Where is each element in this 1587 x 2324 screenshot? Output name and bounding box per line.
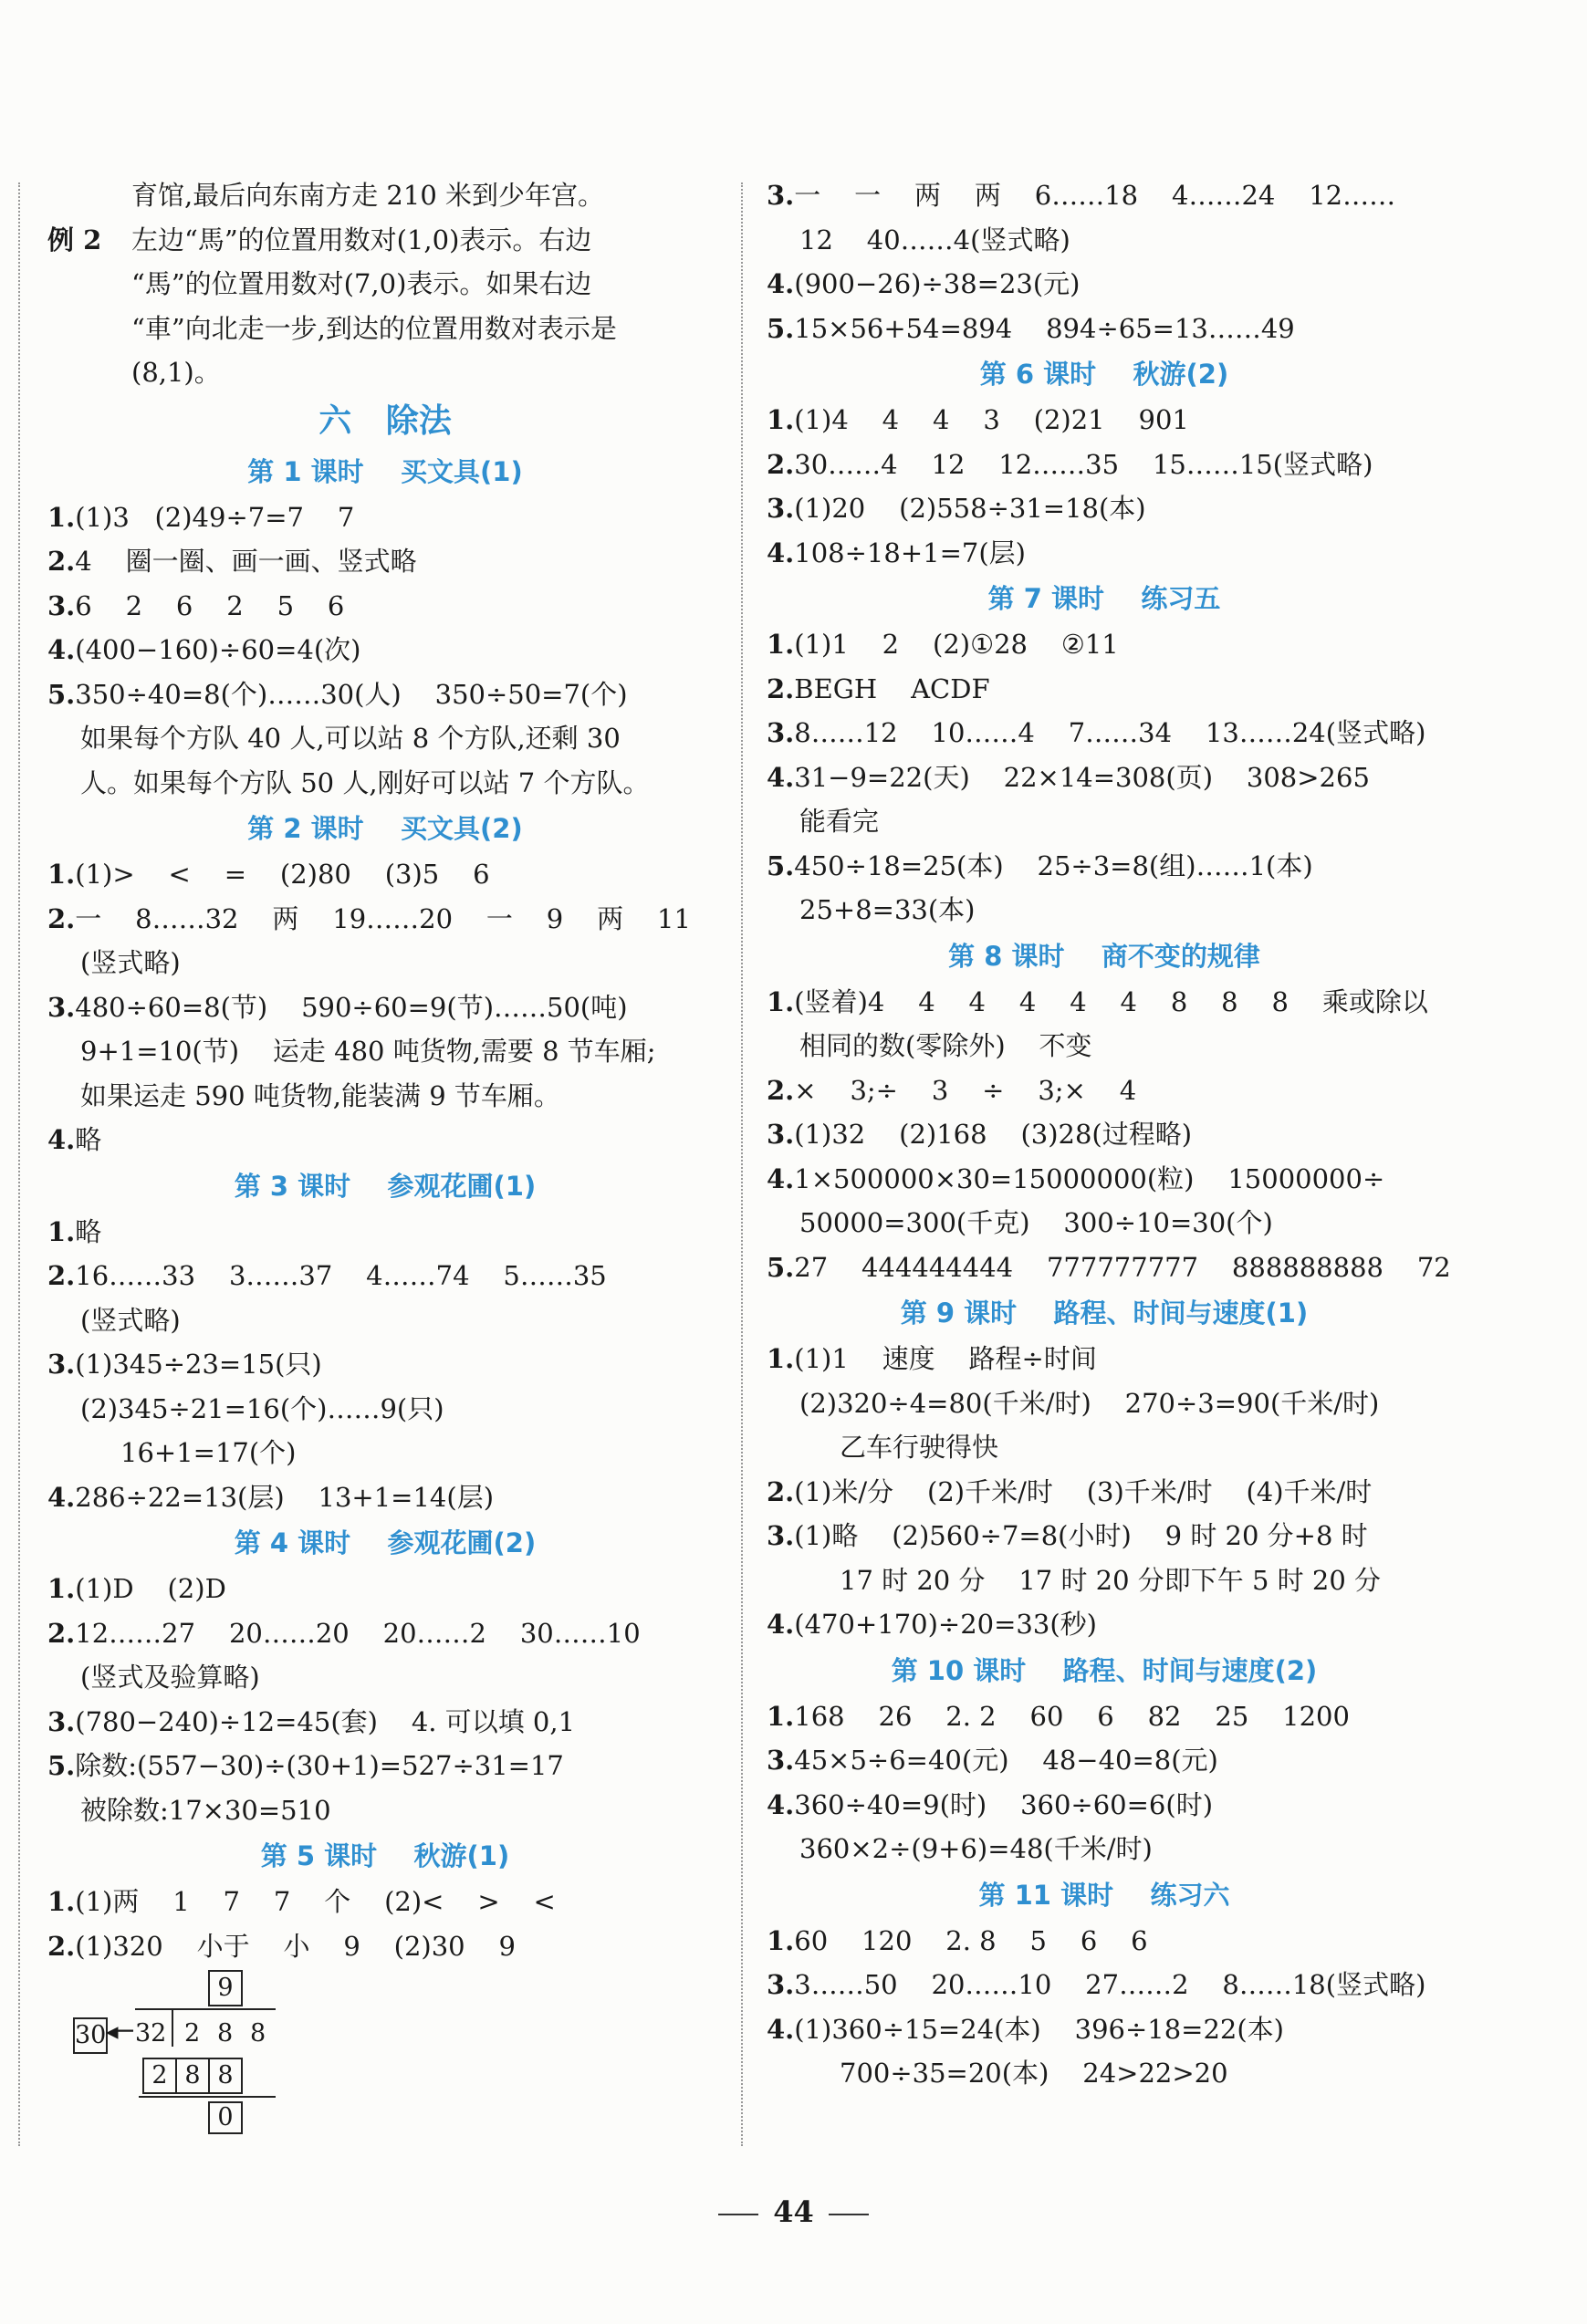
question-number: 3.: [47, 991, 76, 1023]
question-number: 2.: [47, 902, 76, 934]
question-number: 1.: [47, 1215, 76, 1247]
answer-text: (1)3 (2)49÷7=7 7: [75, 501, 355, 533]
answer-text: 27 444444444 777777777 888888888 72: [794, 1251, 1451, 1283]
lesson-1: [47, 448, 723, 806]
answer-line: [47, 1744, 723, 1788]
question-number: 3.: [767, 1520, 795, 1551]
question-number: 3.: [47, 1705, 76, 1737]
page-number: 44: [773, 2194, 814, 2229]
answer-text: 8……12 10……4 7……34 13……24(竖式略): [794, 717, 1426, 748]
answer-text: 12 40……4(竖式略): [799, 224, 1070, 255]
answer-line: [47, 897, 723, 942]
answer-text: (1)1 2 (2)①28 ②11: [794, 629, 1119, 660]
intro-line: 育馆,最后向东南方走 210 米到少年宫。: [131, 180, 605, 211]
answer-text: 能看完: [799, 806, 880, 837]
lesson-title: 第 3 课时 参观花圃(1): [234, 1170, 537, 1202]
answer-line: [767, 2051, 1442, 2096]
answer-text: (1)360÷15=24(本) 396÷18=22(本): [794, 2013, 1284, 2045]
answer-line: [767, 1201, 1442, 1245]
answer-text: 25+8=33(本): [799, 894, 976, 925]
chapter-title: 六 除法: [318, 401, 452, 440]
remainder-box: 0: [208, 2101, 243, 2134]
answer-line: [767, 1381, 1442, 1426]
answer-line: [47, 1254, 723, 1298]
question-number: 1.: [767, 1700, 795, 1732]
answer-line: [767, 1694, 1442, 1739]
question-number: 1.: [47, 1573, 76, 1604]
answer-line: [47, 1074, 723, 1119]
page-number-footer: [0, 2194, 1587, 2229]
answer-line: [47, 1118, 723, 1162]
long-division-diagram: [47, 1968, 723, 2131]
answer-line: [47, 761, 723, 806]
answer-line: [47, 1475, 723, 1520]
question-number: 5.: [767, 849, 795, 881]
answer-text: 50000=300(千克) 300÷10=30(个): [799, 1207, 1273, 1238]
question-number: 4.: [47, 1481, 76, 1513]
question-number: 1.: [47, 859, 76, 890]
answer-text: 30……4 12 12……35 15……15(竖式略): [794, 448, 1373, 480]
answer-line: [47, 1387, 723, 1432]
answer-line: [47, 1788, 723, 1833]
lesson-title: 第 8 课时 商不变的规律: [948, 940, 1260, 972]
answer-line: [767, 1470, 1442, 1515]
answer-text: (1)D (2)D: [75, 1573, 226, 1604]
answer-text: (1)略 (2)560÷7=8(小时) 9 时 20 分+8 时: [794, 1520, 1368, 1551]
answer-text: 略: [75, 1124, 102, 1155]
lesson-11: [767, 1871, 1442, 2096]
answer-line: [767, 218, 1442, 263]
lesson-title: 第 9 课时 路程、时间与速度(1): [900, 1297, 1309, 1329]
lesson-title: 第 5 课时 秋游(1): [260, 1840, 510, 1871]
answer-text: (1)4 4 4 3 (2)21 901: [794, 404, 1189, 435]
answer-line: [47, 985, 723, 1030]
example-line: 左边“馬”的位置用数对(1,0)表示。右边: [131, 224, 592, 255]
answer-line: [767, 173, 1442, 218]
question-number: 2.: [767, 1074, 795, 1106]
answer-text: 16+1=17(个): [120, 1437, 297, 1468]
answer-line: [47, 584, 723, 629]
answer-line: [47, 1567, 723, 1611]
example-line: “馬”的位置用数对(7,0)表示。如果右边: [131, 268, 592, 299]
lesson-title: 第 2 课时 买文具(2): [247, 813, 523, 844]
answer-line: [767, 486, 1442, 531]
answer-text: (竖式及验算略): [80, 1662, 260, 1693]
answer-text: (900−26)÷38=23(元): [794, 268, 1081, 299]
answer-text: 6 2 6 2 5 6: [75, 589, 345, 621]
left-column: [47, 173, 723, 2131]
question-number: 4.: [767, 1162, 795, 1194]
answer-line: [767, 1514, 1442, 1558]
answer-text: 如果每个方队 40 人,可以站 8 个方队,还剩 30: [80, 723, 621, 754]
answer-line: [767, 844, 1442, 889]
answer-text: 除数:(557−30)÷(30+1)=527÷31=17: [75, 1750, 564, 1781]
question-number: 5.: [47, 1750, 76, 1781]
answer-line: [47, 1210, 723, 1255]
answer-text: (1)320 小于 小 9 (2)30 9: [75, 1930, 516, 1962]
answer-line: [767, 2007, 1442, 2052]
answer-text: 被除数:17×30=510: [80, 1794, 331, 1826]
division-bracket: [172, 2010, 173, 2047]
answer-line: [47, 1431, 723, 1475]
lesson-title: 第 10 课时 路程、时间与速度(2): [891, 1654, 1318, 1686]
answer-line: [767, 1558, 1442, 1603]
answer-text: 108÷18+1=7(层): [794, 537, 1026, 568]
product-digit-box: 2: [142, 2058, 177, 2094]
question-number: 3.: [767, 180, 795, 211]
answer-line: [47, 1655, 723, 1700]
answer-text: 168 26 2. 2 60 6 82 25 1200: [794, 1700, 1350, 1732]
question-number: 2.: [767, 1475, 795, 1507]
question-number: 5.: [47, 678, 76, 710]
answer-text: 4 圈一圈、画一画、竖式略: [75, 546, 417, 577]
answer-text: 31−9=22(天) 22×14=308(页) 308>265: [794, 761, 1370, 793]
answer-line: [47, 495, 723, 540]
answer-text: (1)米/分 (2)千米/时 (3)千米/时 (4)千米/时: [794, 1475, 1373, 1507]
answer-line: [767, 667, 1442, 712]
question-number: 3.: [767, 717, 795, 748]
answer-text: 略: [75, 1215, 102, 1247]
answer-text: (2)320÷4=80(千米/时) 270÷3=90(千米/时): [799, 1387, 1380, 1419]
answer-line: [767, 307, 1442, 351]
answer-text: 360÷40=9(时) 360÷60=6(时): [794, 1788, 1214, 1820]
lesson-title: 第 6 课时 秋游(2): [979, 359, 1229, 390]
lesson-9: [767, 1289, 1442, 1647]
answer-line: [767, 1827, 1442, 1871]
lesson-6: [767, 350, 1442, 575]
question-number: 1.: [767, 629, 795, 660]
answer-text: 12……27 20……20 20……2 30……10: [75, 1617, 641, 1649]
answer-text: (1)两 1 7 7 个 (2)< > <: [75, 1886, 556, 1917]
question-number: 4.: [767, 1609, 795, 1640]
question-number: 3.: [767, 1745, 795, 1776]
right-column: [767, 173, 1451, 2096]
question-number: 2.: [47, 546, 76, 577]
answer-text: 360×2÷(9+6)=48(千米/时): [799, 1833, 1153, 1864]
answer-line: [47, 672, 723, 717]
answer-line: [767, 1112, 1442, 1157]
question-number: 3.: [47, 1349, 76, 1380]
answer-line: [767, 1337, 1442, 1381]
question-number: 1.: [47, 1886, 76, 1917]
answer-line: [767, 1068, 1442, 1113]
answer-text: 16……33 3……37 4……74 5……35: [75, 1260, 607, 1291]
quotient-box: 9: [208, 1970, 243, 2006]
answer-line: [767, 888, 1442, 933]
question-number: 3.: [767, 1969, 795, 2000]
answer-line: [47, 1924, 723, 1969]
question-number: 3.: [767, 1119, 795, 1150]
dividend-digit: 2: [184, 2019, 201, 2048]
answer-line: [767, 1245, 1451, 1290]
answer-text: 3……50 20……10 27……2 8……18(竖式略): [794, 1969, 1426, 2000]
answer-text: 人。如果每个方队 50 人,刚好可以站 7 个方队。: [80, 766, 650, 798]
question-number: 1.: [47, 501, 76, 533]
answer-line: [47, 628, 723, 672]
answer-line: [767, 531, 1442, 576]
product-digit-box: 8: [175, 2058, 210, 2094]
answer-text: (1)> < = (2)80 (3)5 6: [75, 859, 490, 890]
divisor-box: 30: [73, 2017, 108, 2054]
answer-line: [767, 711, 1442, 756]
answer-text: 286÷22=13(层) 13+1=14(层): [75, 1481, 495, 1513]
answer-text: 480÷60=8(节) 590÷60=9(节)……50(吨): [75, 991, 628, 1023]
lesson-5: [47, 1832, 723, 1968]
answer-line: [767, 1738, 1442, 1783]
answer-text: 如果运走 590 吨货物,能装满 9 节车厢。: [80, 1079, 560, 1111]
example-line: “車”向北走一步,到达的位置用数对表示是: [131, 312, 617, 344]
lesson-title: 第 7 课时 练习五: [987, 583, 1221, 614]
lesson-8: [767, 933, 1451, 1290]
question-number: 2.: [47, 1930, 76, 1962]
answer-text: (780−240)÷12=45(套) 4. 可以填 0,1: [75, 1705, 576, 1737]
left-margin-rule: [18, 182, 20, 2146]
example-2: [47, 218, 723, 395]
question-number: 4.: [767, 268, 795, 299]
lesson-3: [47, 1162, 723, 1520]
answer-text: 1×500000×30=15000000(粒) 15000000÷: [794, 1162, 1385, 1194]
answer-line: [767, 799, 1442, 844]
lesson-title: 第 4 课时 参观花圃(2): [234, 1527, 537, 1558]
answer-text: (400−160)÷60=4(次): [75, 634, 361, 665]
product-digit-box: 8: [208, 2058, 243, 2094]
question-number: 2.: [767, 672, 795, 704]
question-number: 4.: [47, 1124, 76, 1155]
answer-line: [767, 443, 1442, 487]
answer-text: BEGH ACDF: [794, 672, 990, 704]
answer-line: [767, 1919, 1442, 1964]
lesson-title: 第 11 课时 练习六: [978, 1879, 1230, 1911]
answer-line: [767, 1425, 1442, 1470]
continued-answers: [767, 173, 1442, 350]
lesson-2: [47, 805, 723, 1162]
answer-line: [767, 622, 1442, 667]
answer-text: 乙车行驶得快: [840, 1432, 999, 1463]
answer-line: [47, 1298, 723, 1343]
divisor-value: 32: [135, 2019, 167, 2048]
answer-text: 9+1=10(节) 运走 480 吨货物,需要 8 节车厢;: [80, 1036, 656, 1067]
example-label: 例 2: [47, 224, 102, 255]
answer-text: 350÷40=8(个)……30(人) 350÷50=7(个): [75, 678, 628, 710]
answer-text: (470+170)÷20=33(秒): [794, 1609, 1097, 1640]
lesson-7: [767, 575, 1442, 933]
question-number: 4.: [767, 1788, 795, 1820]
question-number: 4.: [767, 537, 795, 568]
subtraction-line: [139, 2096, 276, 2098]
answer-text: 17 时 20 分 17 时 20 分即下午 5 时 20 分: [840, 1564, 1382, 1596]
question-number: 5.: [767, 1251, 795, 1283]
answer-text: 60 120 2. 8 5 6 6: [794, 1924, 1148, 1956]
dividend-digit: 8: [250, 2019, 266, 2048]
question-number: 3.: [47, 589, 76, 621]
answer-line: [767, 1783, 1442, 1828]
question-number: 3.: [767, 493, 795, 524]
column-divider: [741, 182, 743, 2146]
answer-line: [47, 852, 723, 897]
answer-text: (竖着)4 4 4 4 4 4 8 8 8 乘或除以: [794, 985, 1428, 1017]
question-number: 1.: [767, 1343, 795, 1374]
answer-line: [767, 262, 1442, 307]
dividend-digit: 8: [217, 2019, 234, 2048]
answer-line: [767, 1157, 1442, 1202]
question-number: 1.: [767, 404, 795, 435]
question-number: 4.: [767, 761, 795, 793]
answer-text: 一 一 两 两 6……18 4……24 12……: [794, 180, 1396, 211]
answer-line: [47, 1029, 723, 1074]
question-number: 2.: [47, 1617, 76, 1649]
answer-line: [47, 1611, 723, 1656]
answer-text: 15×56+54=894 894÷65=13……49: [794, 312, 1295, 344]
question-number: 4.: [47, 634, 76, 665]
question-number: 4.: [767, 2013, 795, 2045]
answer-line: [47, 941, 723, 985]
answer-text: 450÷18=25(本) 25÷3=8(组)……1(本): [794, 849, 1313, 881]
question-number: 5.: [767, 312, 795, 344]
answer-text: × 3;÷ 3 ÷ 3;× 4: [794, 1074, 1137, 1106]
answer-line: [767, 756, 1442, 800]
answer-text: (1)20 (2)558÷31=18(本): [794, 493, 1146, 524]
answer-line: [767, 1024, 1442, 1068]
answer-text: (1)1 速度 路程÷时间: [794, 1343, 1097, 1374]
division-bar: [135, 2008, 276, 2010]
question-number: 2.: [47, 1260, 76, 1291]
arrow-icon: ◂─: [106, 2017, 133, 2046]
answer-line: [767, 1602, 1442, 1647]
lesson-10: [767, 1647, 1442, 1871]
lesson-4: [47, 1519, 723, 1832]
question-number: 2.: [767, 448, 795, 480]
answer-line: [47, 716, 723, 761]
answer-line: [47, 1880, 723, 1924]
answer-text: (1)32 (2)168 (3)28(过程略): [794, 1119, 1193, 1150]
answer-text: 45×5÷6=40(元) 48−40=8(元): [794, 1745, 1218, 1776]
answer-text: (1)345÷23=15(只): [75, 1349, 322, 1380]
answer-line: [47, 1700, 723, 1745]
question-number: 1.: [767, 985, 795, 1017]
lesson-title: 第 1 课时 买文具(1): [247, 455, 523, 487]
answer-line: [47, 539, 723, 584]
answer-line: [767, 980, 1442, 1025]
answer-text: 700÷35=20(本) 24>22>20: [840, 2058, 1228, 2089]
question-number: 1.: [767, 1924, 795, 1956]
answer-text: 相同的数(零除外) 不变: [799, 1030, 1092, 1061]
answer-line: [767, 398, 1442, 443]
answer-text: (竖式略): [80, 947, 181, 978]
answer-text: (2)345÷21=16(个)……9(只): [80, 1392, 444, 1424]
answer-line: [47, 1342, 723, 1387]
answer-text: 一 8……32 两 19……20 一 9 两 11: [75, 902, 691, 934]
answer-text: (竖式略): [80, 1304, 181, 1336]
example-line: (8,1)。: [131, 357, 221, 388]
answer-line: [767, 1963, 1442, 2007]
